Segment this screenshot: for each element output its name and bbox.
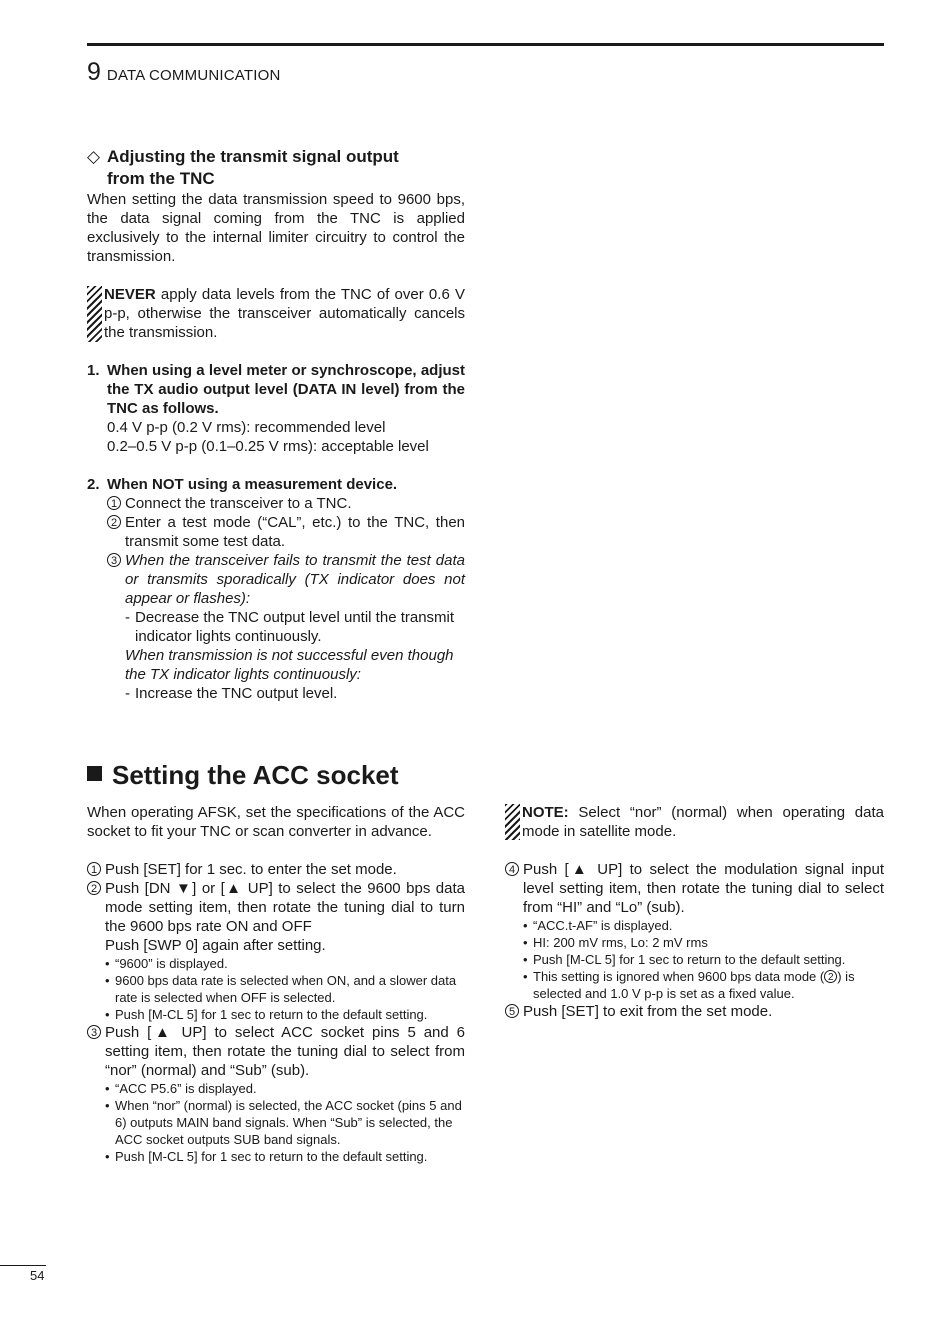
acc-intro: When operating AFSK, set the specifications of the ACC socket to fit your TNC or scan converter in advance. <box>87 804 465 840</box>
acc-right-column <box>505 803 884 1021</box>
section-title-text: Setting the ACC socket <box>112 760 399 790</box>
step-text: Push [▲ UP] to select ACC socket pins 5 and 6 setting item, then rotate the tuning dial to select from “nor” (normal) and “Sub” (sub). <box>105 1024 465 1079</box>
acc-step-5 <box>505 1002 884 1021</box>
bullet-item: • This setting is ignored when 9600 bps data mode ( 2 ) is selected and 1.0 V p-p is set as a fixed value. <box>523 969 855 1001</box>
substep-text: Connect the transceiver to a TNC. <box>125 495 352 512</box>
bullet-text: ) is selected and 1.0 V p-p is set as a fixed value. <box>533 969 855 1001</box>
bullet-text: Push [M-CL 5] for 1 sec to return to the default setting. <box>115 1007 428 1022</box>
chapter-number: 9 <box>87 58 101 86</box>
bullet-text: “ACC.t-AF” is displayed. <box>533 918 673 933</box>
acc-step-1 <box>87 860 465 879</box>
step-number: 1. <box>87 362 100 379</box>
bullet-text: “ACC P5.6” is displayed. <box>115 1081 257 1096</box>
note-text: Select “nor” (normal) when operating data mode in satellite mode. <box>522 804 884 840</box>
dash-item: - Increase the TNC output level. <box>125 685 338 702</box>
step-number: 2. <box>87 476 100 493</box>
level-acceptable: 0.2–0.5 V p-p (0.1–0.25 V rms): acceptable level <box>107 438 429 455</box>
note-block <box>505 803 884 841</box>
subsection-heading <box>87 146 465 190</box>
bullet-text: HI: 200 mV rms, Lo: 2 mV rms <box>533 935 708 950</box>
bullet-text: This setting is ignored when 9600 bps data mode ( <box>533 969 825 984</box>
step-heading: When using a level meter or synchroscope, adjust the TX audio output level (DATA IN level) from the TNC as follows. <box>107 362 465 417</box>
circled-number: 2 <box>107 515 121 529</box>
warning-keyword: NEVER <box>104 286 156 303</box>
bullet-text: “9600” is displayed. <box>115 956 228 971</box>
step-text: Push [▲ UP] to select the modulation signal input level setting item, then rotate the tuning dial to select from “HI” and “Lo” (sub). <box>523 861 884 916</box>
circled-number: 5 <box>505 1004 519 1018</box>
section-title <box>87 760 399 791</box>
step-2 <box>87 475 465 703</box>
circled-number: 3 <box>107 553 121 567</box>
step-heading: When NOT using a measurement device. <box>107 476 398 493</box>
chapter-title: DATA COMMUNICATION <box>106 67 281 84</box>
substep-3 <box>107 551 465 703</box>
step-text: Push [SET] for 1 sec. to enter the set mode. <box>105 861 397 878</box>
circled-number: 1 <box>107 496 121 510</box>
substep-1 <box>107 494 465 513</box>
diamond-icon: ◇ <box>87 147 101 166</box>
bullet-item: • “ACC P5.6” is displayed. <box>105 1081 257 1096</box>
step-text: Push [SET] to exit from the set mode. <box>523 1003 773 1020</box>
italic-note: When transmission is not successful even though the TX indicator lights continuously: <box>125 647 454 683</box>
substep-text: Enter a test mode (“CAL”, etc.) to the TNC, then transmit some test data. <box>125 514 465 550</box>
bullet-item: • HI: 200 mV rms, Lo: 2 mV rms <box>523 935 708 950</box>
circled-number: 3 <box>87 1025 101 1039</box>
acc-step-2 <box>87 879 465 1023</box>
bullet-item: • “9600” is displayed. <box>105 956 228 971</box>
circled-number: 2 <box>87 881 101 895</box>
acc-left-column <box>87 803 465 1165</box>
note-keyword: NOTE: <box>522 804 569 821</box>
footer-rule <box>0 1265 46 1266</box>
bullet-item: • When “nor” (normal) is selected, the ACC socket (pins 5 and 6) outputs MAIN band signals. When “Sub” is selected, the ACC socket outputs SUB band signals. <box>105 1098 462 1147</box>
dash-text: Increase the TNC output level. <box>135 685 338 702</box>
substep-text: When the transceiver fails to transmit the test data or transmits sporadically (TX indicator does not appear or flashes): <box>125 552 465 607</box>
step-1 <box>87 361 465 456</box>
circled-number: 2 <box>824 970 837 983</box>
circled-number: 1 <box>87 862 101 876</box>
bullet-text: Push [M-CL 5] for 1 sec to return to the default setting. <box>533 952 846 967</box>
bullet-text: When “nor” (normal) is selected, the ACC socket (pins 5 and 6) outputs MAIN band signals. When “Sub” is selected, the ACC socket outputs SUB band signals. <box>115 1098 462 1147</box>
bullet-text: 9600 bps data rate is selected when ON, and a slower data rate is selected when OFF is selected. <box>115 973 457 1005</box>
acc-step-3 <box>87 1023 465 1165</box>
step-extra: Push [SWP 0] again after setting. <box>105 937 326 954</box>
heading-line-1: Adjusting the transmit signal output <box>107 147 399 166</box>
square-bullet-icon <box>87 766 102 781</box>
bullet-item: • “ACC.t-AF” is displayed. <box>523 918 673 933</box>
page-number: 54 <box>30 1268 45 1283</box>
substep-2 <box>107 513 465 551</box>
header-rule <box>87 43 884 46</box>
dash-item: - Decrease the TNC output level until the transmit indicator lights continuously. <box>125 609 455 645</box>
bullet-item: • Push [M-CL 5] for 1 sec to return to the default setting. <box>523 952 846 967</box>
level-recommended: 0.4 V p-p (0.2 V rms): recommended level <box>107 419 386 436</box>
heading-line-2: from the TNC <box>107 169 215 188</box>
bullet-item: • Push [M-CL 5] for 1 sec to return to the default setting. <box>105 1007 428 1022</box>
caution-icon <box>505 804 520 840</box>
bullet-item: • 9600 bps data rate is selected when ON, and a slower data rate is selected when OFF is selected. <box>105 973 457 1005</box>
acc-step-4 <box>505 860 884 1002</box>
circled-number: 4 <box>505 862 519 876</box>
dash-text: Decrease the TNC output level until the transmit indicator lights continuously. <box>135 609 455 645</box>
step-text: Push [DN ▼] or [▲ UP] to select the 9600 bps data mode setting item, then rotate the tuning dial to turn the 9600 bps rate ON and OFF <box>105 880 465 935</box>
intro-paragraph: When setting the data transmission speed to 9600 bps, the data signal coming from the TNC is applied exclusively to the internal limiter circuitry to control the transmission. <box>87 191 465 265</box>
warning-text: apply data levels from the TNC of over 0.6 V p-p, otherwise the transceiver automatically cancels the transmission. <box>104 286 465 341</box>
bullet-item: • Push [M-CL 5] for 1 sec to return to the default setting. <box>105 1149 428 1164</box>
section-transmit-output <box>87 146 465 703</box>
warning-block <box>87 285 465 342</box>
chapter-header <box>87 58 281 87</box>
caution-icon <box>87 286 102 342</box>
bullet-text: Push [M-CL 5] for 1 sec to return to the default setting. <box>115 1149 428 1164</box>
